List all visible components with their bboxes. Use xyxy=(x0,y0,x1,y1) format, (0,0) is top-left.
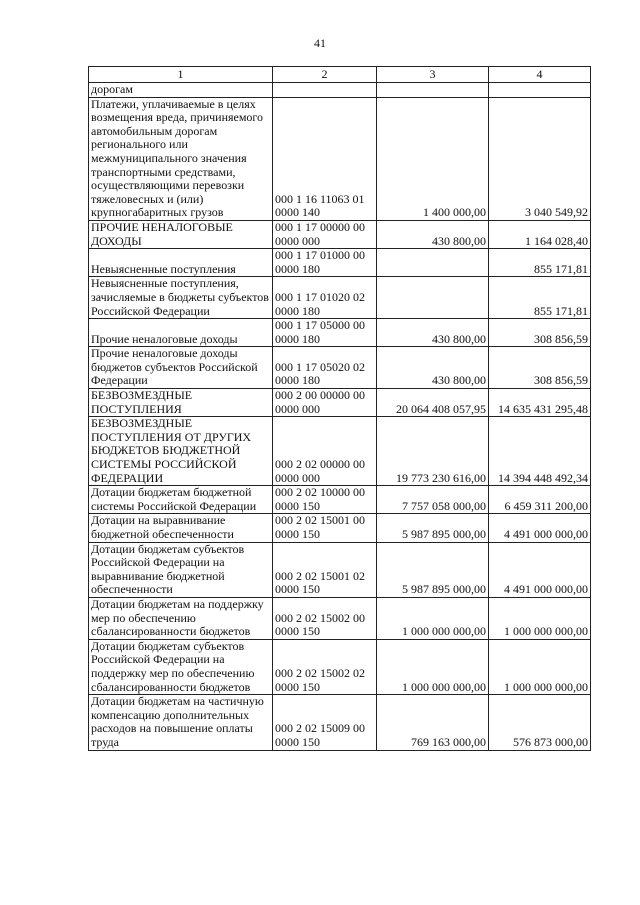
row-amount-4: 4 491 000 000,00 xyxy=(489,542,591,597)
column-header-2: 2 xyxy=(273,67,377,83)
row-code: 000 2 00 00000 00 0000 000 xyxy=(273,389,377,417)
row-name: Невыясненные поступления, зачисляемые в бюджеты субъектов Российской Федерации xyxy=(89,277,273,319)
row-amount-4: 855 171,81 xyxy=(489,249,591,277)
table-row xyxy=(89,639,591,694)
row-amount-3: 1 000 000 000,00 xyxy=(377,597,489,639)
row-name: Дотации бюджетам субъектов Российской Федерации на поддержку мер по обеспечению сбалансированности бюджетов xyxy=(89,639,273,694)
row-code xyxy=(273,83,377,98)
row-code: 000 2 02 00000 00 0000 000 xyxy=(273,417,377,486)
row-name: Дотации бюджетам субъектов Российской Федерации на выравнивание бюджетной обеспеченности xyxy=(89,542,273,597)
row-amount-3 xyxy=(377,277,489,319)
table-row xyxy=(89,97,591,220)
table-row xyxy=(89,514,591,542)
row-code: 000 2 02 15002 02 0000 150 xyxy=(273,639,377,694)
row-amount-3: 1 400 000,00 xyxy=(377,97,489,220)
row-amount-3 xyxy=(377,83,489,98)
row-code: 000 1 17 01020 02 0000 180 xyxy=(273,277,377,319)
row-amount-3: 430 800,00 xyxy=(377,347,489,389)
row-name: Дотации бюджетам бюджетной системы Российской Федерации xyxy=(89,486,273,514)
row-code: 000 1 17 05020 02 0000 180 xyxy=(273,347,377,389)
row-code: 000 1 17 01000 00 0000 180 xyxy=(273,249,377,277)
row-amount-3: 7 757 058 000,00 xyxy=(377,486,489,514)
row-amount-3: 5 987 895 000,00 xyxy=(377,542,489,597)
row-amount-3: 5 987 895 000,00 xyxy=(377,514,489,542)
row-code: 000 1 16 11063 01 0000 140 xyxy=(273,97,377,220)
row-amount-3: 430 800,00 xyxy=(377,319,489,347)
table-header-row xyxy=(89,67,591,83)
row-amount-3: 20 064 408 057,95 xyxy=(377,389,489,417)
row-amount-4: 1 000 000 000,00 xyxy=(489,597,591,639)
row-amount-4: 576 873 000,00 xyxy=(489,695,591,750)
row-amount-4: 1 164 028,40 xyxy=(489,220,591,248)
table-row xyxy=(89,277,591,319)
row-amount-4: 308 856,59 xyxy=(489,347,591,389)
row-code: 000 2 02 10000 00 0000 150 xyxy=(273,486,377,514)
row-code: 000 2 02 15001 02 0000 150 xyxy=(273,542,377,597)
table-row xyxy=(89,319,591,347)
table-row xyxy=(89,542,591,597)
row-name: Невыясненные поступления xyxy=(89,249,273,277)
row-amount-3: 769 163 000,00 xyxy=(377,695,489,750)
table-row xyxy=(89,389,591,417)
row-name: Платежи, уплачиваемые в целях возмещения вреда, причиняемого автомобильным дорогам регионального или межмуниципального значения транспортными средствами, осуществляющими перевозки тяжеловесных и (или) крупногабаритных грузов xyxy=(89,97,273,220)
row-name: Дотации на выравнивание бюджетной обеспеченности xyxy=(89,514,273,542)
row-amount-4: 14 394 448 492,34 xyxy=(489,417,591,486)
budget-table xyxy=(88,66,591,751)
row-amount-4: 3 040 549,92 xyxy=(489,97,591,220)
row-name: Прочие неналоговые доходы бюджетов субъектов Российской Федерации xyxy=(89,347,273,389)
table-row xyxy=(89,695,591,750)
page-number: 41 xyxy=(314,36,326,50)
row-code: 000 2 02 15001 00 0000 150 xyxy=(273,514,377,542)
table-row xyxy=(89,486,591,514)
row-name: БЕЗВОЗМЕЗДНЫЕ ПОСТУПЛЕНИЯ ОТ ДРУГИХ БЮДЖЕТОВ БЮДЖЕТНОЙ СИСТЕМЫ РОССИЙСКОЙ ФЕДЕРАЦИИ xyxy=(89,417,273,486)
table-row xyxy=(89,347,591,389)
table-row xyxy=(89,417,591,486)
row-amount-4: 4 491 000 000,00 xyxy=(489,514,591,542)
row-amount-4: 14 635 431 295,48 xyxy=(489,389,591,417)
row-name: ПРОЧИЕ НЕНАЛОГОВЫЕ ДОХОДЫ xyxy=(89,220,273,248)
row-code: 000 2 02 15009 00 0000 150 xyxy=(273,695,377,750)
column-header-3: 3 xyxy=(377,67,489,83)
row-amount-3: 430 800,00 xyxy=(377,220,489,248)
row-amount-4: 1 000 000 000,00 xyxy=(489,639,591,694)
row-amount-3: 1 000 000 000,00 xyxy=(377,639,489,694)
row-name: Дотации бюджетам на частичную компенсацию дополнительных расходов на повышение оплаты труда xyxy=(89,695,273,750)
row-code: 000 2 02 15002 00 0000 150 xyxy=(273,597,377,639)
row-name: БЕЗВОЗМЕЗДНЫЕ ПОСТУПЛЕНИЯ xyxy=(89,389,273,417)
row-amount-4: 855 171,81 xyxy=(489,277,591,319)
column-header-1: 1 xyxy=(89,67,273,83)
table-row xyxy=(89,597,591,639)
row-amount-4 xyxy=(489,83,591,98)
row-amount-3 xyxy=(377,249,489,277)
table-row xyxy=(89,220,591,248)
row-amount-4: 6 459 311 200,00 xyxy=(489,486,591,514)
row-name: Дотации бюджетам на поддержку мер по обеспечению сбалансированности бюджетов xyxy=(89,597,273,639)
row-code: 000 1 17 05000 00 0000 180 xyxy=(273,319,377,347)
row-name: дорогам xyxy=(89,83,273,98)
row-amount-3: 19 773 230 616,00 xyxy=(377,417,489,486)
row-name: Прочие неналоговые доходы xyxy=(89,319,273,347)
table-row xyxy=(89,83,591,98)
row-amount-4: 308 856,59 xyxy=(489,319,591,347)
row-code: 000 1 17 00000 00 0000 000 xyxy=(273,220,377,248)
table-row xyxy=(89,249,591,277)
column-header-4: 4 xyxy=(489,67,591,83)
